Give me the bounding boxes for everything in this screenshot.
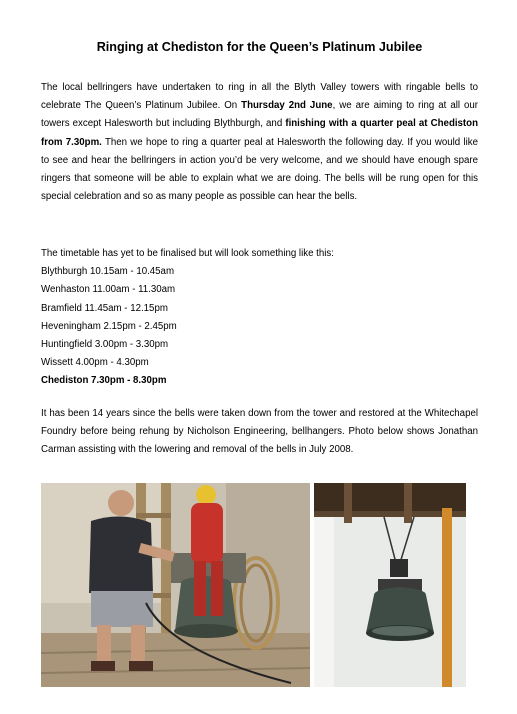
timetable-row: Huntingfield 3.00pm - 3.30pm <box>41 339 169 351</box>
bell-in-tower-photo <box>314 483 466 687</box>
page-title: Ringing at Chediston for the Queen’s Platinum Jubilee <box>96 40 423 54</box>
intro-text-2: , we are aiming to ring at all our towers except Halesworth but including Blythburgh, and <box>41 100 479 130</box>
timetable-row-chediston: Chediston 7.30pm - 8.30pm <box>41 375 167 387</box>
timetable-intro: The timetable has yet to be finalised but will look something like this: <box>41 248 334 259</box>
timetable-row: Wissett 4.00pm - 4.30pm <box>41 357 149 369</box>
event-date: Thursday 2nd June <box>241 100 333 112</box>
history-paragraph: It has been 14 years since the bells were taken down from the tower and restored at the Whitechapel Foundry before being rehung by Nicholson Engineering, bellhangers. Photo below shows Jonathan Carman assisting with the lowering and removal of the bells in July 2008. <box>41 408 478 456</box>
intro-text-1: The local bellringers have undertaken to ring in all the Blyth Valley towers with ringable bells to celebrate The Queen’s Platinum Jubilee. On <box>41 82 478 112</box>
intro-paragraph <box>41 79 478 206</box>
intro-text-3: Then we hope to ring a quarter peal at Halesworth the following day. If you would like to see and hear the bellringers in action you’d be very welcome, and we should have enough spare ringers that someone will be able to explain what we are doing. The bells will be rung open for this special celebration and so as many people as possible can hear the bells. <box>41 136 478 203</box>
timetable-row: Bramfield 11.45am - 12.15pm <box>41 302 168 314</box>
timetable-row: Wenhaston 11.00am - 11.30am <box>41 284 176 296</box>
timetable-row: Blythburgh 10.15am - 10.45am <box>41 266 175 278</box>
bell-lowering-photo <box>41 483 310 687</box>
quarter-peal-highlight: finishing with a quarter peal at Chediston from 7.30pm. <box>41 118 478 148</box>
timetable <box>41 245 334 391</box>
timetable-row: Heveningham 2.15pm - 2.45pm <box>41 320 177 332</box>
